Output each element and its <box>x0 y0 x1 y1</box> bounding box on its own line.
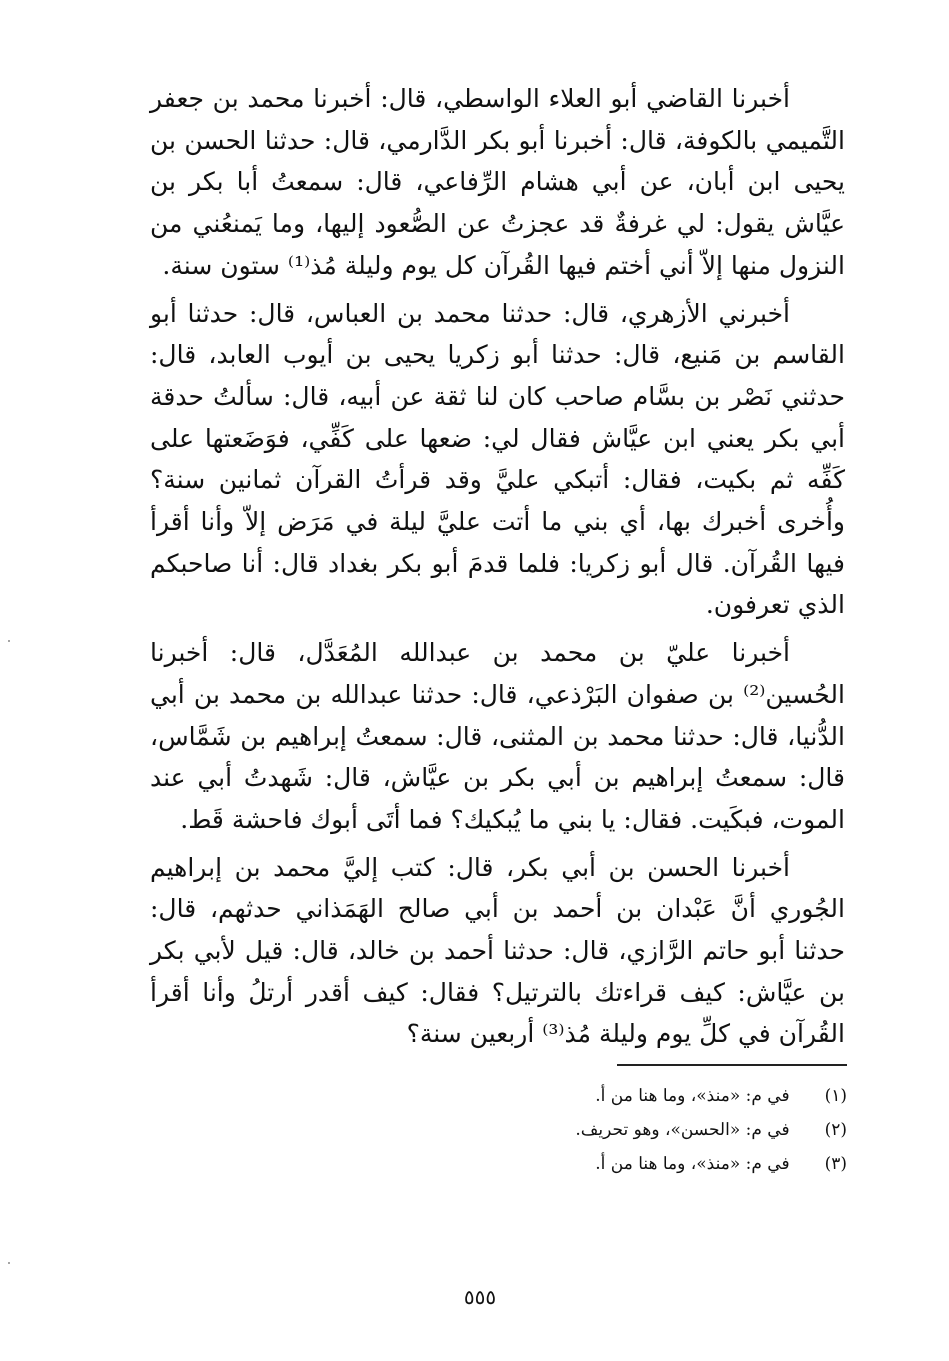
footnote-1 <box>450 1079 847 1113</box>
footnote-separator <box>617 1064 847 1066</box>
footnote-number: (٢) <box>824 1120 847 1140</box>
scan-speck <box>8 1262 10 1264</box>
footnote-text: في م: «منذ»، وما هنا من أ. <box>595 1086 790 1106</box>
footnote-text: في م: «منذ»، وما هنا من أ. <box>595 1154 790 1174</box>
footnote-number: (٣) <box>824 1154 847 1174</box>
footnote-3 <box>450 1147 847 1181</box>
paragraph-2: أخبرني الأزهري، قال: حدثنا محمد بن العباس، قال: حدثنا أبو القاسم بن مَنيع، قال: حدثنا أبو زكريا يحيى بن أيوب العابد، قال: حدثني نَصْر بن بسَّام صاحب كان لنا ثقة عن أبيه، قال: سألتُ حدقة أبي بكر يعني ابن عيَّاش فقال لي: ضعها على كَفِّي، فوَضَعتها على كَفِّه ثم بكيت، فقال: أتبكي عليَّ وقد قرأتُ القرآن ثمانين سنة؟ وأُخرى أخبرك بها، أي بني ما أتت عليَّ ليلة في مَرَض إلاّ وأنا أقرأ فيها القُرآن. قال أبو زكريا: فلما قدمَ أبو بكر بغداد قال: أنا صاحبكم الذي تعرفون. <box>150 298 845 620</box>
paragraph-1: أخبرنا القاضي أبو العلاء الواسطي، قال: أخبرنا محمد بن جعفر التَّميمي بالكوفة، قال: أخبرنا أبو بكر الدَّارمي، قال: حدثنا الحسن بن يحيى ابن أبان، عن أبي هشام الرِّفاعي، قال: سمعتُ أبا بكر بن عيَّاش يقول: لي غرفةٌ قد عجزتُ عن الصُّعود إليها، وما يَمنعُني من النزول منها إلاّ أني أختم فيها القُرآن كل يوم وليلة مُذ⁽¹⁾ ستون سنة. <box>150 84 845 280</box>
paragraph-4: أخبرنا الحسن بن أبي بكر، قال: كتب إليَّ محمد بن إبراهيم الجُوري أنَّ عَبْدان بن أحمد بن أبي صالح الهَمَذاني حدثهم، قال: حدثنا أبو حاتم الرَّازي، قال: حدثنا أحمد بن خالد، قال: قيل لأبي بكر بن عيَّاش: كيف قراءتك بالترتيل؟ فقال: كيف أقدر أرتلُ وأنا أقرأ القُرآن في كلِّ يوم وليلة مُذ⁽³⁾ أربعين سنة؟ <box>150 852 845 1049</box>
paragraph-3: أخبرنا عليّ بن محمد بن عبدالله المُعَدَّل، قال: أخبرنا الحُسين⁽²⁾ بن صفوان البَرْذعي، قال: حدثنا عبدالله بن محمد بن أبي الدُّنيا، قال: حدثنا محمد بن المثنى، قال: سمعتُ إبراهيم بن شَمَّاس، قال: سمعتُ إبراهيم بن أبي بكر بن عيَّاش، قال: شَهدتُ أبي عند الموت، فبكَيت. فقال: يا بني ما يُبكيك؟ فما أتَى أبوك فاحشة قَط. <box>150 638 845 834</box>
main-text <box>150 78 845 1055</box>
footnote-number: (١) <box>824 1086 847 1106</box>
scan-speck <box>8 640 10 642</box>
footnotes <box>450 1079 847 1181</box>
footnote-2 <box>450 1113 847 1147</box>
page-number: ٥٥٥ <box>463 1285 497 1309</box>
footnote-text: في م: «الحسن»، وهو تحريف. <box>575 1120 790 1140</box>
